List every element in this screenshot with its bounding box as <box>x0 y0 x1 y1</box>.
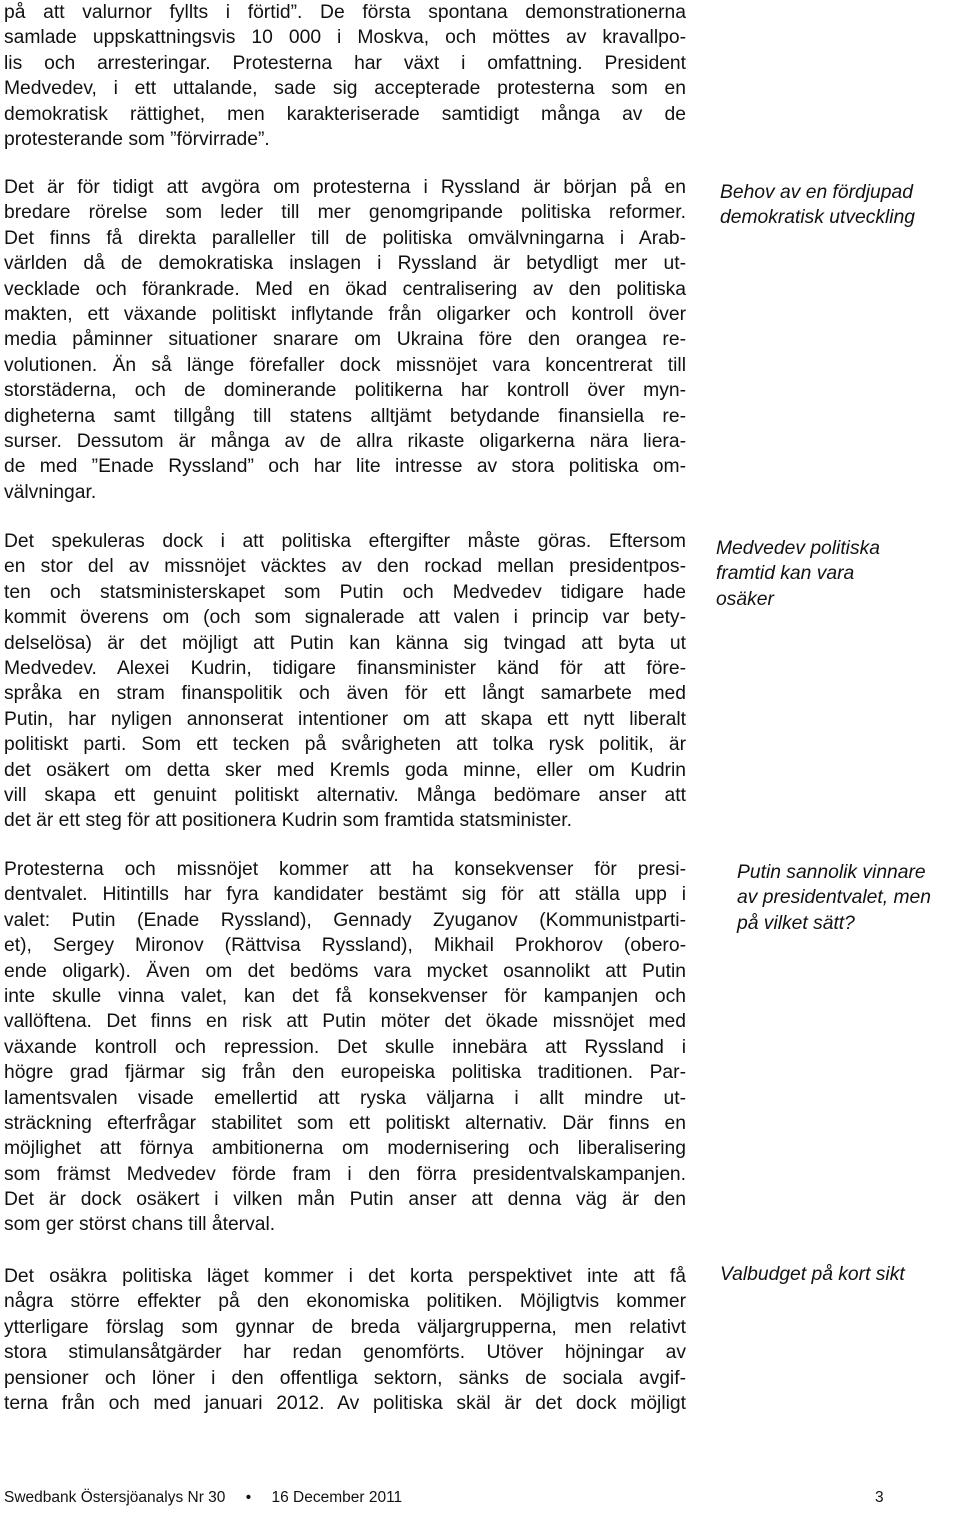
text-line: lis och arresteringar. Protesterna har växt i omfattning. President <box>4 52 686 74</box>
text-line: ten och statsministerskapet som Putin och Medvedev tidigare hade <box>4 581 686 603</box>
body-paragraph-3 <box>4 529 686 834</box>
text-line: Protesterna och missnöjet kommer att ha konsekvenser för presi- <box>4 859 686 880</box>
text-line: Medvedev. Alexei Kudrin, tidigare finansminister känd för att före- <box>4 657 686 679</box>
text-line: ytterligare förslag som gynnar de breda väljargrupperna, men relativt <box>4 1316 686 1338</box>
text-line: storstäderna, och de dominerande politikerna har kontroll över myn- <box>4 380 686 402</box>
text-line: Det osäkra politiska läget kommer i det korta perspektivet inte att få <box>4 1266 686 1287</box>
text-line: det är ett steg för att positionera Kudrin som framtida statsminister. <box>4 810 572 832</box>
text-line: Medvedev, i ett uttalande, sade sig accepterade protesterna som en <box>4 78 686 100</box>
footer-bullet: • <box>245 1489 252 1506</box>
text-line: högre grad fjärmar sig från den europeiska politiska traditionen. Par- <box>4 1062 686 1084</box>
text-line: lamentsvalen visade emellertid att ryska väljarna i allt mindre ut- <box>4 1087 686 1109</box>
page-number: 3 <box>875 1489 884 1506</box>
text-line: surser. Dessutom är många av de allra rikaste oligarkerna nära liera- <box>4 430 686 452</box>
text-line: samlade uppskattningsvis 10 000 i Moskva, och möttes av kravallpo- <box>4 27 686 49</box>
text-line: volutionen. Än så länge förefaller dock missnöjet vara koncentrerat till <box>4 354 686 376</box>
text-line: Putin, har nyligen annonserat intentioner om att skapa ett nytt liberalt <box>4 708 686 730</box>
text-line: vallöftena. Det finns en risk att Putin möter det ökade missnöjet med <box>4 1011 686 1033</box>
page-footer <box>4 1488 890 1510</box>
text-line: språka en stram finanspolitik och även för ett långt samarbete med <box>4 683 686 705</box>
text-line: terna från och med januari 2012. Av politiska skäl är det dock möjligt <box>4 1392 686 1414</box>
text-line: växande kontroll och repression. Det skulle innebära att Ryssland i <box>4 1036 686 1058</box>
sidenote-line: Medvedev politiska <box>716 538 880 559</box>
text-line: som främst Medvedev förde fram i den förra presidentvalskampanjen. <box>4 1163 686 1185</box>
sidenote-medvedev-future <box>716 536 880 612</box>
text-line: på att valurnor fyllts i förtid”. De första spontana demonstrationerna <box>4 2 686 23</box>
text-line: media påminner situationer snarare om Ukraina före den orangea re- <box>4 329 686 351</box>
text-line: stora stimulansåtgärder har redan genomförts. Utöver höjningar av <box>4 1342 686 1364</box>
text-line: inte skulle vinna valet, kan det få konsekvenser för kampanjen och <box>4 985 686 1007</box>
sidenote-line: på vilket sätt? <box>737 912 855 934</box>
footer-date: 16 December 2011 <box>271 1489 403 1506</box>
sidenote-line: framtid kan vara <box>716 563 855 585</box>
text-line: demokratisk rättighet, men karakteriserade samtidigt många av de <box>4 103 686 125</box>
footer-publication <box>4 1488 402 1508</box>
text-line: digheterna samt tillgång till statens alltjämt betydande finansiella re- <box>4 405 686 427</box>
text-line: sträckning efterfrågar stabilitet som ett politiskt alternativ. Där finns en <box>4 1112 686 1134</box>
sidenote-line: Behov av en fördjupad <box>720 182 913 203</box>
body-paragraph-4 <box>4 857 686 1238</box>
text-line: ende oligark). Även om det bedöms vara mycket osannolikt att Putin <box>4 960 686 982</box>
sidenote-line: Valbudget på kort sikt <box>720 1264 905 1285</box>
text-line: världen då de demokratiska inslagen i Ryssland är betydligt mer ut- <box>4 253 686 275</box>
text-line: delselösa) är det möjligt att Putin kan känna sig tvingad att byta ut <box>4 632 686 654</box>
sidenote-line: osäker <box>716 588 774 610</box>
text-line: et), Sergey Mironov (Rättvisa Ryssland), Mikhail Prokhorov (obero- <box>4 935 686 957</box>
text-line: Det spekuleras dock i att politiska eftergifter måste göras. Eftersom <box>4 531 686 552</box>
text-line: makten, ett växande politiskt inflytande från oligarker och kontroll över <box>4 303 686 325</box>
text-line: bredare rörelse som leder till mer genomgripande politiska reformer. <box>4 202 686 224</box>
text-line: möjlighet att förnya ambitionerna om modernisering och liberalisering <box>4 1138 686 1160</box>
text-line: Det är för tidigt att avgöra om protesterna i Ryssland är början på en <box>4 177 686 198</box>
text-line: en stor del av missnöjet väcktes av den rockad mellan presidentpos- <box>4 556 686 578</box>
sidenote-line: demokratisk utveckling <box>720 207 916 229</box>
text-line: vecklade och förankrade. Med en ökad centralisering av den politiska <box>4 278 686 300</box>
sidenote-election-budget <box>720 1262 905 1287</box>
text-line: Det är dock osäkert i vilken mån Putin anser att denna väg är den <box>4 1189 686 1211</box>
text-line: som ger störst chans till återval. <box>4 1214 276 1236</box>
text-line: kommit överens om (och som signalerade att valen i princip var bety- <box>4 607 686 629</box>
text-line: pensioner och löner i den offentliga sektorn, sänks de sociala avgif- <box>4 1367 686 1389</box>
sidenote-democratic-development <box>720 180 915 231</box>
body-paragraph-2 <box>4 175 686 505</box>
text-line: politiskt parti. Som ett tecken på svårigheten att tolka rysk politik, är <box>4 734 686 756</box>
sidenote-line: Putin sannolik vinnare <box>737 862 926 883</box>
footer-publication-title: Swedbank Östersjöanalys Nr 30 <box>4 1489 226 1506</box>
text-line: välvningar. <box>4 481 97 503</box>
body-paragraph-5 <box>4 1264 686 1416</box>
text-line: några större effekter på den ekonomiska politiken. Möjligtvis kommer <box>4 1291 686 1313</box>
sidenote-line: av presidentvalet, men <box>737 887 931 909</box>
body-paragraph-1 <box>4 0 686 152</box>
sidenote-putin-likely-winner <box>737 860 931 936</box>
text-line: vill skapa ett genuint politiskt alternativ. Många bedömare anser att <box>4 784 686 806</box>
text-line: dentvalet. Hitintills har fyra kandidater bestämt sig för att ställa upp i <box>4 884 686 906</box>
text-line: de med ”Enade Ryssland” och har lite intresse av stora politiska om- <box>4 456 686 478</box>
text-line: det osäkert om detta sker med Kremls goda minne, eller om Kudrin <box>4 759 686 781</box>
text-line: valet: Putin (Enade Ryssland), Gennady Zyuganov (Kommunistparti- <box>4 909 686 931</box>
text-line: Det finns få direkta paralleller till de politiska omvälvningarna i Arab- <box>4 227 686 249</box>
text-line: protesterande som ”förvirrade”. <box>4 128 270 150</box>
